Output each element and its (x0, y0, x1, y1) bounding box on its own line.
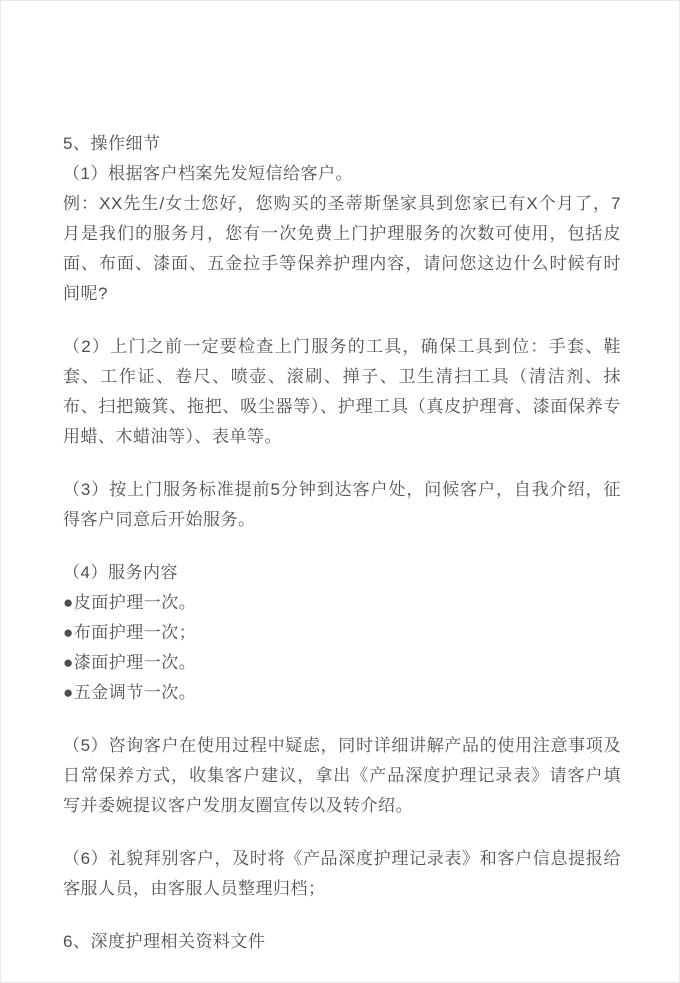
service-bullet-leather: ●皮面护理一次。 (63, 593, 197, 612)
step-1-paragraph: （1）根据客户档案先发短信给客户。 (63, 164, 353, 183)
step-4-heading: （4）服务内容 (63, 563, 178, 582)
step-3-paragraph: （3）按上门服务标准提前5分钟到达客户处，问候客户，自我介绍，征得客户同意后开始服务。 (63, 480, 621, 529)
step-5-paragraph: （5）咨询客户在使用过程中疑虑，同时详细讲解产品的使用注意事项及日常保养方式，收集客户建议，拿出《产品深度护理记录表》请客户填写并委婉提议客户发朋友圈宣传以及转介绍。 (63, 736, 621, 815)
document-body (1, 1, 679, 957)
sms-example-paragraph: 例：XX先生/女士您好，您购买的圣蒂斯堡家具到您家已有X个月了，7月是我们的服务月，您有一次免费上门护理服务的次数可使用，包括皮面、布面、漆面、五金拉手等保养护理内容，请问您这边什么时候有时间呢? (63, 194, 621, 303)
step-2-paragraph: （2）上门之前一定要检查上门服务的工具，确保工具到位：手套、鞋套、工作证、卷尺、喷壶、滚刷、掸子、卫生清扫工具（清洁剂、抹布、扫把簸箕、拖把、吸尘器等）、护理工具（真皮护理膏、漆面保养专用蜡、木蜡油等）、表单等。 (63, 337, 621, 446)
step-6-paragraph: （6）礼貌拜别客户，及时将《产品深度护理记录表》和客户信息提报给客服人员，由客服人员整理归档； (63, 849, 621, 898)
section-5-heading: 5、操作细节 (63, 134, 161, 153)
service-bullet-paint: ●漆面护理一次。 (63, 653, 197, 672)
service-bullet-fabric: ●布面护理一次； (63, 623, 197, 642)
service-bullet-hardware: ●五金调节一次。 (63, 683, 197, 702)
section-6-heading: 6、深度护理相关资料文件 (63, 932, 266, 951)
